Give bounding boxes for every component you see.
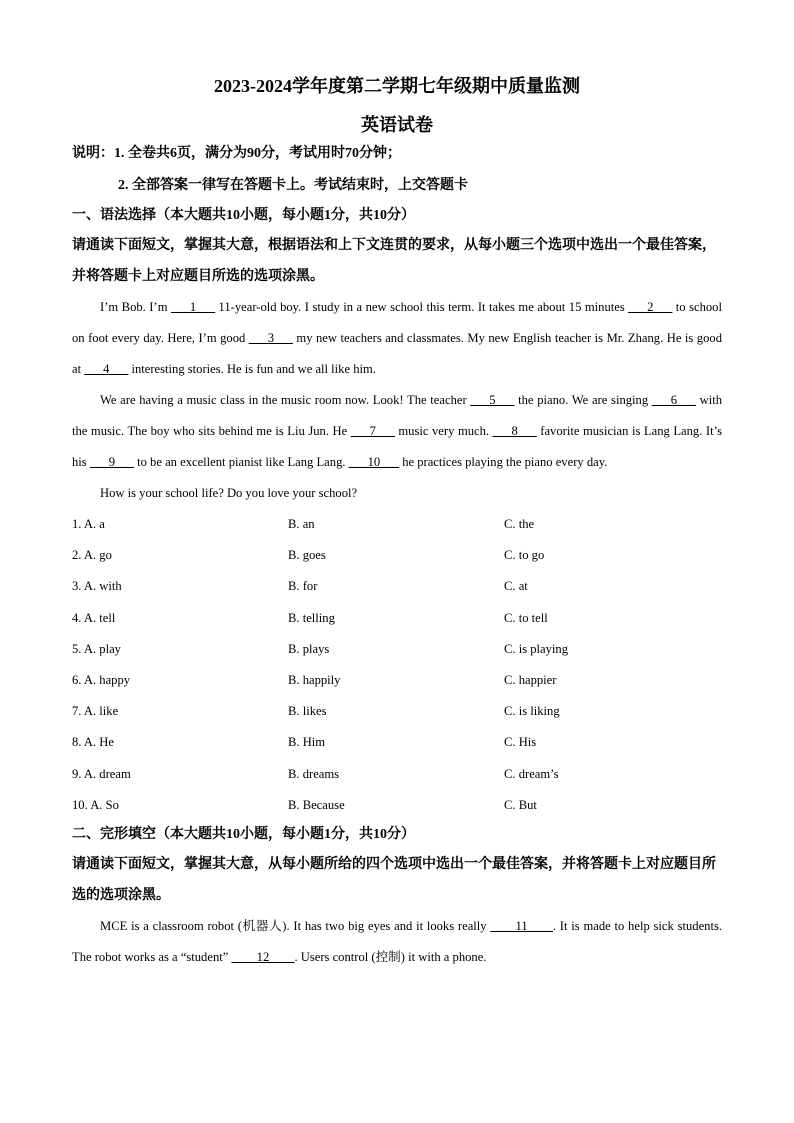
option-b: B. likes: [288, 704, 327, 719]
question-row: [72, 509, 722, 540]
option-c: C. to tell: [504, 610, 548, 625]
option-c: C. But: [504, 797, 537, 812]
option-a: 2. A. go: [72, 548, 112, 563]
question-row: [72, 665, 722, 696]
question-row: [72, 727, 722, 758]
passage-text: my new teachers and classmates. My new English teacher is Mr. Zhang. He is good at: [72, 331, 722, 376]
question-row: [72, 759, 722, 790]
section-2-passage: [72, 911, 722, 973]
option-c: C. dream’s: [504, 766, 559, 781]
option-b: B. dreams: [288, 766, 340, 781]
passage-text: music very much.: [394, 424, 493, 438]
question-row: [72, 603, 722, 634]
blank-5: ___5___: [470, 393, 515, 407]
passage-paragraph-1: [72, 292, 722, 385]
option-a: 10. A. So: [72, 797, 119, 812]
passage-text: he practices playing the piano every day.: [399, 455, 608, 469]
blank-7: ___7___: [350, 424, 395, 438]
section-1-heading: 一、语法选择（本大题共10小题，每小题1分，共10分）: [72, 208, 415, 223]
question-row: [72, 696, 722, 727]
passage-paragraph: [72, 911, 722, 973]
section-1-options: [72, 509, 722, 821]
passage-text: to be an excellent pianist like Lang Lang.: [133, 455, 349, 469]
blank-3: ___3___: [248, 331, 293, 345]
blank-1: ___1___: [170, 300, 216, 314]
passage-text: I’m Bob. I’m: [100, 300, 171, 314]
passage-text: . Users control (控制) it with a phone.: [294, 949, 487, 964]
blank-6: ___6___: [651, 393, 696, 407]
passage-text: MCE is a classroom robot (机器人). It has two big eyes and it looks really: [100, 918, 491, 933]
exam-note-2: 2. 全部答案一律写在答题卡上。考试结束时，上交答题卡: [118, 178, 468, 193]
question-row: [72, 571, 722, 602]
option-a: 5. A. play: [72, 641, 121, 656]
option-a: 6. A. happy: [72, 672, 131, 687]
blank-12: ____12____: [231, 949, 295, 964]
option-b: B. an: [288, 517, 315, 531]
option-b: B. happily: [288, 672, 341, 687]
option-a: 1. A. a: [72, 517, 105, 531]
section-2-instruction: 请通读下面短文，掌握其大意，从每小题所给的四个选项中选出一个最佳答案，并将答题卡上对应题目所选的选项涂黑。: [72, 856, 716, 903]
blank-9: ___9___: [89, 455, 134, 469]
option-c: C. to go: [504, 548, 545, 563]
option-b: B. for: [288, 579, 318, 594]
passage-text: with the music. The boy who sits behind me is Liu Jun. He: [72, 393, 722, 438]
option-a: 4. A. tell: [72, 610, 116, 625]
exam-title: 2023-2024学年度第二学期七年级期中质量监测: [214, 76, 580, 96]
blank-4: ___4___: [84, 362, 129, 376]
option-c: C. His: [504, 735, 537, 750]
option-a: 7. A. like: [72, 704, 119, 719]
section-2-heading: 二、完形填空（本大题共10小题，每小题1分，共10分）: [72, 826, 415, 842]
passage-paragraph-2: [72, 385, 722, 478]
passage-text: . It is made to help sick students. The robot works as a “student”: [72, 918, 723, 964]
option-b: B. Him: [288, 735, 326, 750]
option-a: 3. A. with: [72, 579, 122, 594]
option-b: B. telling: [288, 610, 335, 625]
passage-text: We are having a music class in the music room now. Look! The teacher: [100, 393, 471, 407]
question-row: [72, 790, 722, 821]
passage-paragraph-3: How is your school life? Do you love your school?: [100, 486, 358, 500]
option-c: C. happier: [504, 672, 557, 687]
passage-text: favorite musician is Lang Lang. It’s his: [72, 424, 722, 469]
option-c: C. is liking: [504, 704, 560, 719]
option-a: 9. A. dream: [72, 766, 131, 781]
option-a: 8. A. He: [72, 735, 114, 750]
section-1-passage: [72, 292, 722, 509]
option-c: C. is playing: [504, 641, 569, 656]
passage-text: 11-year-old boy. I study in a new school this term. It takes me about 15 minutes: [215, 300, 629, 314]
blank-2: ___2___: [628, 300, 673, 314]
option-b: B. Because: [288, 797, 345, 812]
section-1-instruction: 请通读下面短文，掌握其大意，根据语法和上下文连贯的要求，从每小题三个选项中选出一个最佳答案，并将答题卡上对应题目所选的选项涂黑。: [72, 238, 716, 284]
passage-text: the piano. We are singing: [514, 393, 652, 407]
exam-note-1: 说明：1. 全卷共6页，满分为90分，考试用时70分钟；: [72, 146, 401, 161]
blank-10: ___10___: [348, 455, 400, 469]
option-c: C. the: [504, 517, 535, 531]
blank-11: ____11____: [490, 918, 553, 933]
option-c: C. at: [504, 579, 528, 594]
question-row: [72, 634, 722, 665]
blank-8: ___8___: [492, 424, 537, 438]
option-b: B. plays: [288, 641, 330, 656]
passage-text: to school on foot every day. Here, I’m good: [72, 300, 722, 345]
passage-text: interesting stories. He is fun and we all like him.: [128, 362, 376, 376]
exam-subtitle: 英语试卷: [361, 115, 433, 135]
question-row: [72, 540, 722, 571]
option-b: B. goes: [288, 548, 326, 563]
